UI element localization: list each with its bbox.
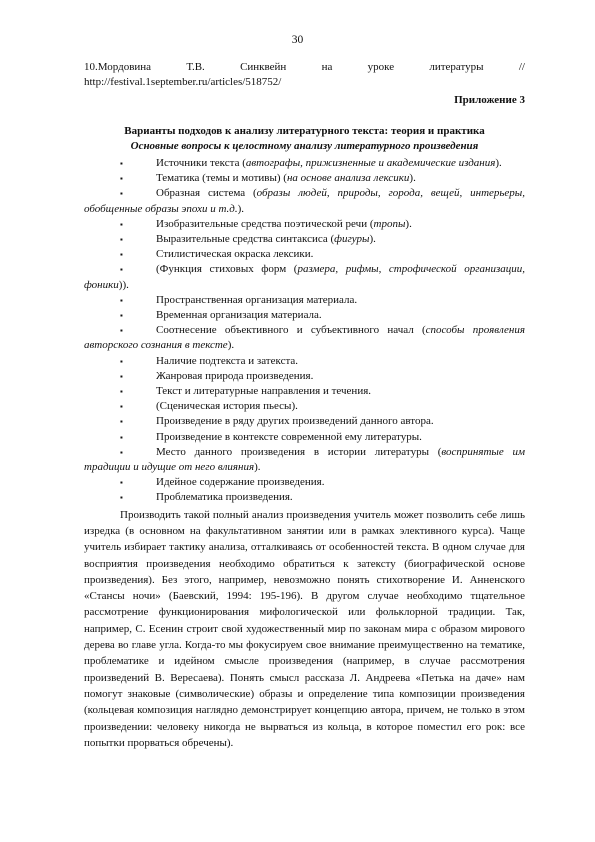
item-italic: воспринятые им традиции и идущие от него влияния [84,445,525,474]
item-italic: на основе анализа лексики [286,172,410,185]
list-item [84,217,525,232]
item-text: Жанровая природа произведения. [156,369,314,382]
item-text: Место данного произведения в истории литературы ( [156,445,442,458]
list-item [84,232,525,247]
item-text: (Функция стиховых форм ( [156,263,298,276]
item-text: Выразительные средства синтаксиса ( [156,233,335,246]
list-item [84,156,525,171]
item-text: Соотнесение объективного и субъективного начал ( [156,324,426,337]
list-item [84,186,525,216]
item-tail: ). [237,202,245,215]
item-tail: ). [369,233,376,246]
list-item [84,323,525,353]
item-text: Наличие подтекста и затекста. [156,354,299,367]
bullet-icon: ▪ [120,402,123,412]
bullet-icon: ▪ [120,219,123,229]
reference-word: Т.В. [186,61,205,73]
list-item [84,490,525,505]
item-text: Изобразительные средства поэтической речи ( [156,217,374,230]
main-content [84,124,525,751]
item-italic: способы проявления авторского сознания в тексте [84,324,526,352]
bullet-icon: ▪ [120,493,123,503]
bullet-icon: ▪ [120,371,123,381]
section-title: Варианты подходов к анализу литературного текста: теория и практика [124,125,485,137]
item-text: Образная система ( [156,187,257,200]
item-tail: )). [118,278,129,291]
list-item [84,308,525,323]
bullet-icon: ▪ [120,265,123,275]
appendix-label: Приложение 3 [454,94,525,106]
reference-word: на [321,61,333,73]
bullet-icon: ▪ [120,311,123,321]
item-text: Тематика (темы и мотивы) ( [156,172,287,185]
item-italic: размера, рифмы, строфической организации, фоники [84,263,525,291]
list-item [84,430,525,445]
bullet-icon: ▪ [120,295,123,305]
bullet-icon: ▪ [120,432,123,442]
reference-word: уроке [367,61,395,73]
item-text: Произведение в ряду других произведений данного автора. [156,415,434,428]
item-text: Проблематика произведения. [156,491,293,504]
item-text: Временная организация материала. [156,309,322,322]
item-text: Текст и литературные направления и течения. [156,385,372,398]
reference-entry [84,60,525,90]
item-tail: ). [405,217,412,230]
bullet-icon: ▪ [120,478,123,488]
item-text: Пространственная организация материала. [156,293,358,306]
item-text: Стилистическая окраска лексики. [156,248,314,261]
reference-url[interactable]: http://festival.1september.ru/articles/518752/ [84,76,282,88]
bullet-icon: ▪ [120,235,123,245]
reference-word: 10.Мордовина [84,61,152,73]
body-paragraph: Производить такой полный анализ произведения учитель может позволить себе лишь изредка (в основном на факультативном занятии или в рамках элективного курса). Чаще учитель избирает тактику анализа, отталкиваясь от особенностей текста. В одном случае для восприятия произведения необходимо обратиться к затексту (биографической основе произведения). Без этого, например, невозможно понять стихотворение И. Анненского «Стансы ночи» (Баевский, 1994: 195-196). В другом случае необходимо тщательное рассмотрение функционирования мифологической или фольклорной традиции. Так, например, С. Есенин строит свой художественный мир по законам мира с образом мирового дерева во главе угла. Когда-то мы фокусируем свое внимание преимущественно на тематике, проблематике и идейном смысле произведения (например, в случае рассмотрения произведений В. Вересаева). Понять смысл рассказа Л. Андреева «Петька на даче» нам помогут знаковые (символические) образы и определение типа композиции произведения (кольцевая композиция наглядно демонстрирует концепцию автора, причем, не только в этом произведении: человеку никогда не вырваться из кольца, в которое поместил его рок: все попытки прорваться обречены). [84,508,525,749]
list-item [84,293,525,308]
list-item [84,262,525,292]
reference-line-1 [84,60,525,75]
list-item [84,369,525,384]
page-number: 30 [291,34,304,46]
bullet-icon: ▪ [120,326,123,336]
item-tail: ). [254,461,261,474]
item-italic: автографы, прижизненные и академические издания [245,157,496,169]
item-tail: ). [227,339,235,352]
item-italic: тропы [373,217,406,230]
list-item [84,399,525,414]
bullet-icon: ▪ [120,189,123,199]
item-text: Произведение в контексте современной ему литературы. [156,430,422,443]
list-item [84,171,525,186]
bullet-icon: ▪ [120,356,123,366]
bullet-icon: ▪ [120,447,123,457]
bullet-icon: ▪ [120,159,123,168]
item-text: (Сценическая история пьесы). [156,400,298,413]
list-item [84,384,525,399]
section-subtitle: Основные вопросы к целостному анализу литературного произведения [130,140,479,152]
item-tail: ). [495,157,502,169]
list-item [84,247,525,262]
list-item [84,475,525,490]
question-list [84,156,525,506]
item-tail: ). [409,172,416,185]
item-text: Идейное содержание произведения. [156,476,325,489]
item-italic: фигуры [334,233,370,246]
bullet-icon: ▪ [120,387,123,397]
reference-word: Синквейн [240,61,287,73]
list-item [84,445,525,475]
reference-word: литературы [429,61,484,73]
bullet-icon: ▪ [120,174,123,184]
reference-word: // [518,61,525,73]
list-item [84,354,525,369]
bullet-icon: ▪ [120,250,123,260]
bullet-icon: ▪ [120,417,123,427]
list-item [84,414,525,429]
item-italic: образы людей, природы, города, вещей, интерьеры, обобщенные образы эпохи и т.д. [84,187,525,215]
item-text: Источники текста ( [156,157,246,169]
